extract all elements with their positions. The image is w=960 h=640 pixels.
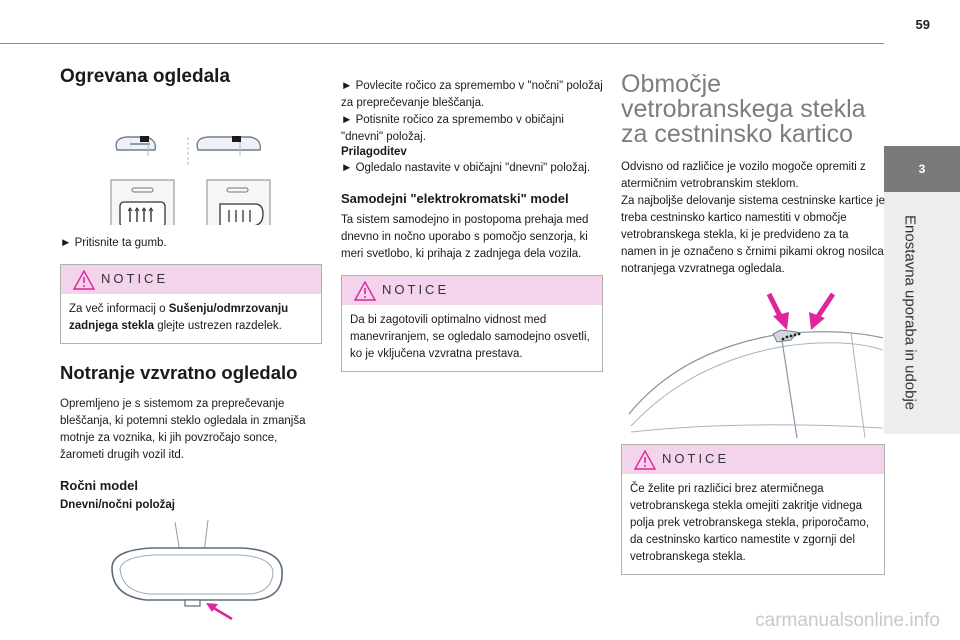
chapter-sidebar — [884, 192, 960, 434]
warning-triangle-icon — [634, 450, 656, 470]
heated-mirrors-title: Ogrevana ogledala — [60, 66, 231, 87]
toll-card-title: Območje vetrobranskega stekla za cestninsko kartico — [621, 70, 866, 148]
column-1 — [60, 66, 322, 635]
watermark: carmanualsonline.info — [755, 610, 940, 631]
notice-text: Da bi zagotovili optimalno vidnost med manevriranjem, se ogledalo samodejno osvetli, ko je vključena vzvratna prestava. — [350, 314, 590, 360]
auto-model-description: Ta sistem samodejno in postopoma prehaja med dnevno in nočno uporabo s pomočjo senzorja, ki meri svetlobo, ki prihaja z zadnjega dela vozila. — [341, 214, 589, 260]
mirror-defrost-icon — [207, 180, 270, 225]
notice-text-part: Za več informacij o — [69, 303, 169, 315]
notice-box-3 — [621, 444, 885, 575]
rear-mirror-figure — [60, 513, 322, 635]
warning-triangle-icon — [354, 281, 376, 301]
heated-mirror-buttons-figure — [60, 100, 322, 225]
column-2 — [341, 78, 603, 372]
rear-mirror-title: Notranje vzvratno ogledalo — [60, 362, 298, 383]
notice-header — [622, 445, 884, 474]
pink-arrow-icon — [769, 294, 789, 330]
notice-box-1 — [60, 264, 322, 344]
step-press-button: ► Pritisnite ta gumb. — [60, 237, 167, 249]
day-night-title: Dnevni/nočni položaj — [60, 499, 176, 511]
adjust-title: Prilagoditev — [341, 146, 407, 158]
step-adjust: ► Ogledalo nastavite v običajni "dnevni" položaj. — [341, 162, 591, 174]
page-number: 59 — [915, 17, 930, 32]
notice-label: NOTICE — [662, 451, 730, 466]
manual-model-title: Ročni model — [60, 478, 139, 493]
toll-card-description: Odvisno od različice je vozilo mogoče opremiti z atermičnim vetrobranskim steklom. Za najboljše delovanje sistema cestninske kartice je treba cestninsko kartico namestiti v območje vetrobranskega stekla, ki je predvideno za ta namen in je označeno s črnimi pikami okrog nosilca notranjega vzvratnega ogledala. — [621, 161, 885, 275]
notice-header — [342, 276, 602, 305]
pink-arrow-icon — [809, 294, 833, 330]
top-rule — [0, 43, 884, 44]
notice-text: Če želite pri različici brez atermičnega vetrobranskega stekla omejiti zakritje vidnega polja prek vetrobranskega stekla, priporočamo, da cestninsko kartico namestite v zgornji del vetrobranskega stekla. — [630, 483, 870, 563]
mirror-outline — [112, 548, 282, 600]
windshield-figure — [621, 290, 885, 438]
mirror-mount-area — [773, 330, 797, 342]
column-3 — [621, 72, 885, 575]
dashboard-left-icon — [116, 137, 155, 150]
chapter-number[interactable]: 3 — [918, 162, 926, 176]
mirror-lever — [185, 600, 200, 606]
chapter-title: Enostavna uporaba in udobje — [901, 215, 919, 411]
notice-header — [61, 265, 321, 294]
notice-text-part: glejte ustrezen razdelek. — [154, 320, 282, 332]
notice-box-2 — [341, 275, 603, 372]
dashboard-right-icon — [197, 137, 260, 150]
auto-model-title: Samodejni "elektrokromatski" model — [341, 191, 569, 206]
rear-defrost-icon — [111, 180, 174, 225]
defrost-reference: Sušenju/odmrzovanju zadnjega stekla — [69, 303, 289, 332]
notice-label: NOTICE — [101, 271, 169, 286]
rear-mirror-description: Opremljeno je s sistemom za preprečevanje bleščanja, ki potemni steklo ogledala in zmanjša motnje za voznika, ki jih povzročajo sonce, žarometi drugih vozil itd. — [60, 398, 306, 461]
warning-triangle-icon — [73, 270, 95, 290]
step-night-position: ► Povlecite ročico za spremembo v "nočni" položaj za preprečevanje bleščanja. — [341, 80, 603, 109]
notice-label: NOTICE — [382, 282, 450, 297]
step-day-position: ► Potisnite ročico za spremembo v običajni "dnevni" položaj. — [341, 114, 564, 143]
notice-text — [61, 294, 321, 343]
pink-arrow-icon — [206, 603, 232, 619]
